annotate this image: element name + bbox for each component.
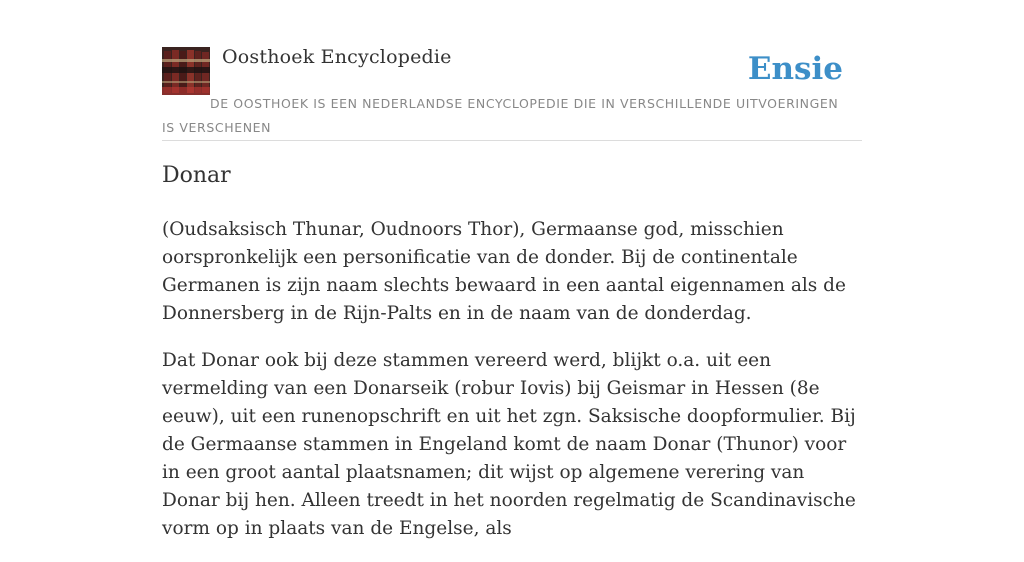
site-avatar[interactable]: [162, 47, 210, 95]
article-paragraph: (Oudsaksisch Thunar, Oudnoors Thor), Germaanse god, misschien oorspronkelijk een personificatie van de donder. Bij de continentale Germanen is zijn naam slechts bewaard in een aantal eigennamen als de Donnersberg in de Rijn-Palts en in de naam van de donderdag.: [162, 219, 846, 324]
site-title[interactable]: Oosthoek Encyclopedie: [222, 46, 452, 68]
site-tagline: DE OOSTHOEK IS EEN NEDERLANDSE ENCYCLOPEDIE DIE IN VERSCHILLENDE UITVOERINGEN IS VERSCHENEN: [162, 96, 839, 135]
article-body: [162, 216, 862, 562]
book-spines-icon: [162, 47, 210, 95]
site-header: [162, 46, 862, 141]
article-paragraph: Dat Donar ook bij deze stammen vereerd werd, blijkt o.a. uit een vermelding van een Donarseik (robur Iovis) bij Geismar in Hessen (8e eeuw), uit een runenopschrift en uit het zgn. Saksische doopformulier. Bij de Germaanse stammen in Engeland komt de naam Donar (Thunor) voor in een groot aantal plaatsnamen; dit wijst op algemene verering van Donar bij hen. Alleen treedt in het noorden regelmatig de Scandinavische vorm op in plaats van de Engelse, als: [162, 350, 856, 539]
brand-logo[interactable]: Ensie: [747, 51, 843, 87]
article-title: Donar: [162, 163, 231, 188]
